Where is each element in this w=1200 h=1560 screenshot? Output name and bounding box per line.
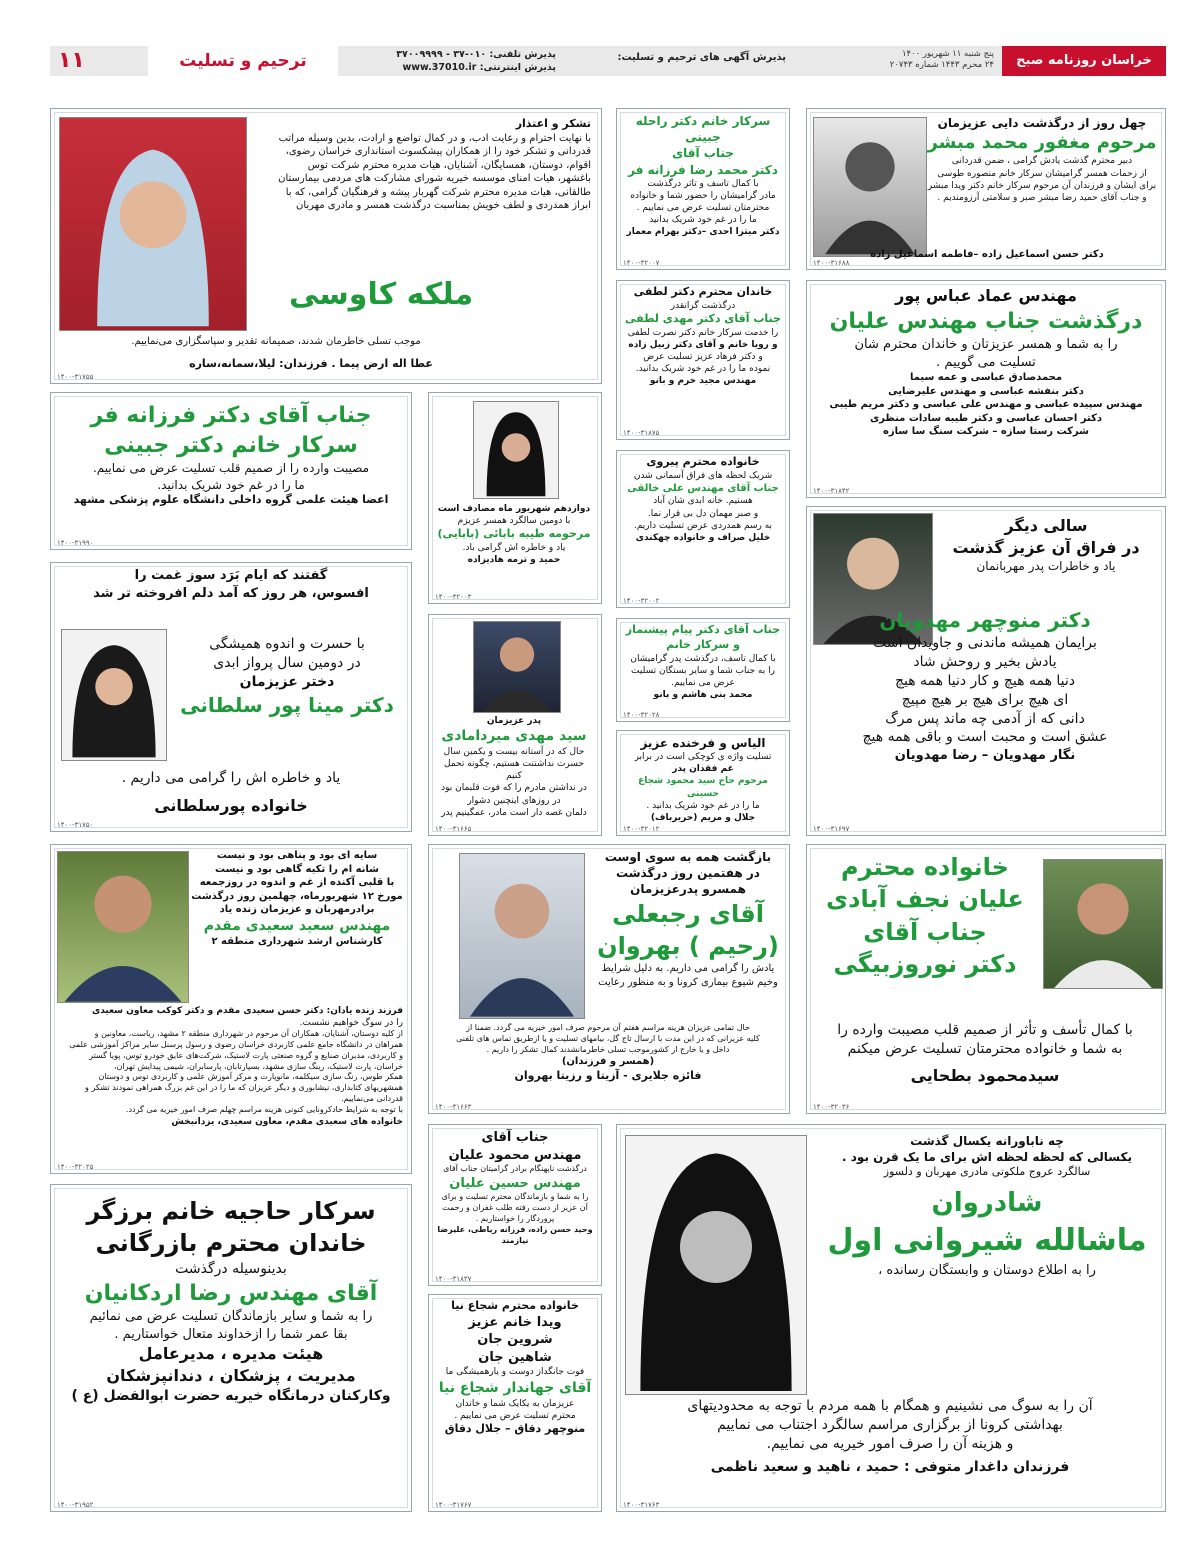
ad-headline: مهندس عماد عباس پور	[895, 286, 1077, 305]
portrait-photo	[473, 401, 559, 499]
signature: مهندس مجید خرم و بانو	[649, 376, 757, 387]
section-title: ترحیم و تسلیت	[148, 46, 338, 76]
ad-headline: جناب آقای	[481, 1130, 549, 1145]
body-line: به شما و خانواده محترمتان تسلیت عرض میکنم	[847, 1040, 1123, 1057]
deceased-name: مرحومه طیبه بابائی (بابایی)	[437, 527, 591, 541]
body-line: به رسم همدردی عرض تسلیت داریم.	[633, 520, 773, 531]
ad-code: ۱۴۰۰-۳۲۰۰۳	[435, 593, 472, 601]
ad-code: ۱۴۰۰-۳۲۰۰۲	[623, 597, 660, 605]
deceased-name: جناب آقای دکتر مهدی لطفی	[625, 311, 781, 325]
portrait-photo	[57, 851, 189, 1003]
ad-headline: در هفتمین روز درگذشت	[616, 866, 760, 881]
body-line: با قلبی آکنده از غم و اندوه در روزجمعه	[199, 877, 395, 888]
ad-headline: سایه ای بود و پناهی بود و نیست	[216, 850, 378, 861]
ad-headline: دکتر محمد رضا فرزانه فر	[628, 162, 778, 177]
deceased-name: جناب آقای مهندس علی خالقی	[627, 482, 779, 494]
body-line: با کمال تاسف و تاثر درگذشت	[647, 178, 759, 189]
ad-headline: جناب آقای دکتر پیام پیشنماز	[625, 623, 781, 636]
ad-kavousi	[50, 108, 602, 384]
signature: مدیریت ، پزشکان ، دندانپزشکان	[106, 1366, 356, 1386]
ad-code: ۱۴۰۰-۳۲۰۳۶	[813, 1103, 850, 1111]
body-line: را به شما و همسر عزیزتان و خاندان محترم شان	[854, 337, 1118, 353]
ad-title: تشکر و اعتذار	[515, 117, 591, 130]
signature: سیدمحمود بطحایی	[910, 1065, 1060, 1085]
deceased-name: درگذشت جناب مهندس علیان	[829, 308, 1143, 334]
signature: منوچهر دقاق – جلال دقاق	[444, 1421, 586, 1435]
body-line: یاد و خاطرات پدر مهربانمان	[976, 559, 1116, 574]
ad-headline: یکسالی که لحظه لحظه اش برای ما یک قرن بود .	[842, 1150, 1132, 1165]
ad-abbaspour	[806, 280, 1166, 498]
body-line: را به شما و سایر بازماندگان تسلیت عرض می نمائیم	[89, 1309, 373, 1325]
body-line: و صبر مهمان دل بی قرار نما.	[647, 508, 759, 519]
ad-headline: الیاس و فرخنده عزیز	[640, 736, 766, 750]
ad-headline: بازگشت همه به سوی اوست	[604, 850, 772, 864]
body-line: یاد و خاطره اش گرامی باد.	[462, 543, 566, 554]
body-line: حسرت نداشتنت هستیم، چگونه تحمل کنیم	[444, 759, 584, 782]
ad-mirdamadi	[428, 614, 602, 836]
ad-code: ۱۴۰۰-۳۱۷۶۷	[435, 1501, 472, 1509]
body-line: ما را در غم خود شریک بدانید	[649, 215, 757, 226]
deceased-name: ملکه کاوسی	[288, 277, 474, 312]
ad-headline: چهل روز از درگذشت دایی عزیزمان	[937, 116, 1147, 130]
ad-farzanehfar-2	[50, 392, 412, 550]
web-line: پذیرش اینترنتی: www.37010.ir	[402, 61, 556, 73]
body-line: را خدمت سرکار خانم دکتر نصرت لطفی	[627, 327, 779, 338]
phone-line: پذیرش تلفنی: ۰۱۰-۳۷ - ۳۷۰۰۹۹۹۹	[396, 49, 556, 60]
ad-headline: گفتند که ایام بَرَد سوز غمت را	[134, 568, 328, 583]
ad-code: ۱۴۰۰-۳۱۸۷۵	[623, 429, 660, 437]
ad-code: ۱۴۰۰-۳۱۸۴۲	[813, 487, 850, 495]
ad-code: ۱۴۰۰-۳۱۶۸۸	[813, 259, 850, 267]
contact-info	[396, 49, 556, 75]
body-line: با کمال تأسف و تأثر از صمیم قلب مصیبت وارده را	[837, 1022, 1133, 1038]
ad-code: ۱۴۰۰-۳۱۷۵۰	[57, 821, 94, 829]
ad-shirvani	[616, 1124, 1166, 1512]
newspaper-brand: خراسان روزنامه صبح ایران	[1002, 46, 1166, 76]
deceased-name: دکتر منوچهر مهدویان	[879, 608, 1091, 632]
portrait-photo	[625, 1135, 807, 1395]
ad-headline: شانه ام را تکیه گاهی بود و نیست	[214, 863, 380, 875]
body-line: آن عزیز از دست رفته طلب غفران و رحمت	[442, 1203, 588, 1213]
signature: عطا اله ارض پیما . فرزندان: لیلا،سمانه،ساره	[189, 357, 433, 370]
signature: فرزندان داغدار متوفی : حمید ، ناهید و سعید ناظمی	[710, 1458, 1070, 1475]
body-line: و کاربردی، مدیران صنایع و گروه صنعتی پارت لاستیک، شرکت‌های عایق خودرو توس، پویا گستر	[89, 1050, 403, 1060]
deceased-name: آقای مهندس رضا اردکانیان	[84, 1280, 378, 1306]
body-line: با نهایت احترام و رعایت ادب، و در کمال تواضع و ارادت، بدین وسیله مراتب	[278, 132, 591, 144]
ad-norouzbeigi	[806, 844, 1166, 1114]
signature: خلیل صراف و خانواده چهکندی	[635, 532, 771, 543]
body-line: کارشناس ارشد شهرداری منطقه ۲	[211, 936, 383, 948]
body-line: و رویا خانم و آقای دکتر زبیل زاده	[628, 339, 778, 350]
ad-headline: سرکار خانم دکتر جبینی	[104, 432, 358, 458]
body-line: پروردگار را خواستاریم .	[475, 1214, 555, 1224]
body-line: دلمان غصه دار است مادر، عمگینیم پدر	[441, 807, 587, 818]
ad-pishnamaz	[616, 618, 790, 722]
portrait-photo	[813, 117, 927, 257]
body-line: داخل و یا خارج از کشورموجب تسلی خاطرمانشدند کمال تشکر را داریم .	[486, 1044, 730, 1054]
body-line: اقوام، دوستان، همسایگان، آشنایان، هیات مدیره محترم شرکت توس	[307, 159, 591, 171]
ad-code: ۱۴۰۰-۳۲۰۲۸	[623, 711, 660, 719]
body-line: هستیم. خانه ابدی شان آباد	[653, 496, 753, 507]
signature: هیئت مدیره ، مدیرعامل	[138, 1344, 324, 1364]
body-line: برای ایشان و فرزندان آن مرحوم سرکار خانم دکتر ویدا مبشر	[927, 180, 1157, 191]
ad-headline: جناب آقای	[863, 917, 987, 946]
ad-babaei	[428, 392, 602, 604]
ad-headline: شاهین جان	[478, 1349, 552, 1365]
ad-headline: افسوس، هر روز که آمد دلم افروخته تر شد	[93, 585, 369, 601]
body-line: شریک لحظه های فراق آسمانی شدن	[633, 470, 773, 481]
signature: اعضا هیئت علمی گروه داخلی دانشگاه علوم پزشکی مشهد	[73, 492, 389, 506]
body-line: در دومین سال پرواز ابدی	[213, 654, 361, 671]
poem-line: برایمان همیشه ماندنی و جاویدان است	[873, 635, 1097, 651]
ads-accept-label: پذیرش آگهی های ترحیم و تسلیت:	[617, 52, 786, 63]
body-line: مصیبت وارده را از صمیم قلب تسلیت عرض می نماییم.	[92, 461, 370, 476]
ad-code: ۱۴۰۰-۳۱۷۵۵	[57, 373, 94, 381]
signature: حمید و ترمه هادیزاده	[467, 555, 561, 566]
poem-line: ای هیچ برای هیچ بر هیچ مپیچ	[901, 691, 1069, 708]
body-line: محترمتان تسلیت عرض می نماییم .	[636, 203, 770, 214]
ad-code: ۱۴۰۰-۳۱۷۶۳	[623, 1501, 660, 1509]
ad-code: ۱۴۰۰-۳۱۶۶۳	[435, 1103, 472, 1111]
ad-code: ۱۴۰۰-۳۲۰۱۲	[623, 825, 660, 833]
body-line: درگذشت ناپهنگام برادر گرامیتان جناب آقای	[443, 1164, 587, 1174]
body-line: همشهریهای کتابداری، نیشابوری و دیگر عزیزان که ما را در این غم بزرگ همراهی نمودند تشکر و	[85, 1083, 403, 1093]
deceased-name: دکتر مینا پور سلطانی	[180, 692, 394, 717]
ad-headline: جناب آقای	[672, 146, 734, 161]
signature: دکتر حسن اسماعیل زاده –فاطمه اسماعیل زاده	[870, 248, 1104, 260]
body-line: طالقانی، هیات مدیره محترم شرکت گهربار پیشه و فرهنگیان گرامی، که با	[285, 186, 591, 198]
ad-code: ۱۴۰۰-۳۱۶۶۵	[435, 825, 472, 833]
ad-shojania	[428, 1294, 602, 1512]
body-line: را در سوگ خواهیم نشست.	[299, 1018, 403, 1029]
deceased-name: مهندس حسین علیان	[449, 1175, 581, 1191]
page-header	[50, 46, 1166, 98]
portrait-photo	[59, 117, 247, 331]
body-line: همکر طوس، رنگ سازی سیکلمه، مانوپارت و مرکز آموزش علمی و کاربردی توس و دوستان	[98, 1072, 403, 1082]
body-line: و هزینه آن را صرف امور خیریه می نماییم.	[766, 1435, 1014, 1452]
body-line: و دکتر فرهاد عزیز تسلیت عرض	[643, 352, 763, 363]
ad-mobasher	[806, 108, 1166, 270]
ad-poursoltani	[50, 562, 412, 832]
body-line: همراهان در دانشگاه جامع علمی کاربردی خراسان رضوی و رسول پرسنل سایر مراکز آموزشی علمی	[69, 1040, 403, 1050]
ad-saeedi-moghadam	[50, 844, 412, 1174]
ad-headline: و سرکار خانم	[666, 637, 740, 651]
ad-behravan	[428, 844, 790, 1114]
deceased-name: سید مهدی میردامادی	[441, 728, 587, 745]
signature: مهندس سپیده عباسی و مهندس علی عباسی و دکتر مریم طیبی	[829, 399, 1143, 411]
ad-lotfi	[616, 280, 790, 440]
body-line: غم فقدان پدر	[672, 764, 734, 775]
ad-farzanehfar-1	[616, 108, 790, 270]
body-line: را به شما و بازماندگان محترم تسلیت و برای	[441, 1192, 589, 1202]
issue-date	[890, 49, 994, 72]
ad-headline: ویدا خانم عزیز	[468, 1314, 562, 1330]
ad-headline: شروین جان	[477, 1332, 553, 1348]
body-line: یاد و خاطره اش را گرامی می داریم .	[121, 770, 341, 786]
poem-line: یادش بخیر و روحش شاد	[913, 653, 1057, 670]
ad-headline: همسرو پدرعزیزمان	[630, 882, 746, 897]
ad-headline: در فراق آن عزیز گذشت	[952, 537, 1140, 557]
signature: جلال و مریم (حریرباف)	[650, 812, 756, 823]
signature: وحید حسن زاده، فرزانه ریاطی، علیرضا نیازمند	[437, 1224, 593, 1245]
ad-code: ۱۴۰۰-۳۱۹۵۲	[57, 1501, 94, 1509]
body-line: را به اطلاع دوستان و وابستگان رسانده ،	[878, 1262, 1096, 1278]
signature: شرکت رستا سازه – شرکت سنگ سا سازه	[883, 426, 1089, 438]
body-line: ما را در غم خود شریک بدانید .	[646, 800, 760, 811]
signature: دکتر بنفشه عباسی و مهندس علیرضایی	[888, 385, 1084, 397]
body-line: را به جناب شما و سایر بستگان تسلیت عرض می نماییم.	[631, 665, 775, 688]
signature: محمدصادق عباسی و عمه سیما	[909, 372, 1063, 384]
signature: محمد بنی هاشم و بانو	[653, 690, 753, 701]
body-line: خراسان، پارت لاستیک، رینگ سازی مشهد، بسپارتابان، پارسابران، شیمی پیدایش تهران،	[113, 1061, 403, 1071]
deceased-name: (رحیم ) بهروان	[597, 931, 779, 960]
portrait-photo	[459, 853, 585, 1019]
body-line: دختر عزیزمان	[239, 673, 335, 690]
body-line: وخیم شیوع بیماری کرونا و به منظور رعایت	[598, 976, 778, 988]
portrait-photo	[61, 629, 167, 761]
ad-headline: شادروان	[931, 1188, 1043, 1219]
body-line: در روزهای اینچنین دشوار	[467, 795, 561, 806]
ad-mahdavian	[806, 506, 1166, 836]
body-line: دوازدهم شهریور ماه مصادف است	[437, 504, 591, 514]
body-line: تسلیت واژه ی کوچکی است در برابر	[634, 752, 772, 763]
ad-headline: مهندس محمود علیان	[448, 1147, 582, 1163]
body-line: با توجه به شرایط حادکرونایی کنونی هزینه مراسم چهلم صرف امور خیریه می گردد.	[125, 1104, 403, 1114]
body-line: قدردانی و تشکر خود را از همکاران پیشکسوت استانداری خراسان رضوی،	[285, 146, 591, 158]
ad-peyrovi	[616, 450, 790, 608]
body-line: حال که در آستانه بیست و یکمین سال	[443, 747, 585, 758]
deceased-name: آقای جهاندار شجاع نیا	[438, 1379, 592, 1396]
body-line: و جناب آقای حمید رضا مبشر صبر و سلامتی آرزومندیم .	[937, 192, 1147, 203]
body-line: در نداشتن مادرم را که فوت قلبمان بود	[441, 783, 587, 794]
deceased-name: مرحوم مغفور محمد مبشر	[927, 132, 1157, 154]
body-line: حال تمامی عزیزان هزینه مراسم هفتم آن مرحوم صرف امور خیریه می گردد. ضمنا از	[466, 1023, 750, 1032]
ad-headline: خاندان محترم بازرگانی	[95, 1229, 367, 1258]
ad-code: ۱۴۰۰-۳۲۰۰۷	[623, 259, 660, 267]
body-line: آن را به سوگ می نشینیم و همگام با همه مردم با توجه به محدودیتهای	[687, 1398, 1093, 1414]
body-line: با حسرت و اندوه همیشگی	[209, 636, 365, 652]
poem-line: دانی که از آدمی چه ماند پس مرگ	[885, 710, 1085, 727]
body-line: فوت جانگداز دوست و یارهمیشگی ما	[445, 1367, 585, 1378]
signature: دکتر میترا احدی –دکتر بهرام معمار	[626, 227, 780, 238]
signature: وکارکنان درمانگاه خیریه حضرت ابوالفضل (ع )	[71, 1387, 391, 1404]
body-line: ابراز همدردی و لطف خویش بمناسبت درگذشت همسر و مادری مهربان	[295, 200, 591, 212]
deceased-name: دکتر نوروزبیگی	[833, 950, 1017, 979]
body-line: بدینوسیله درگذشت	[175, 1260, 287, 1277]
signature: نگار مهدویان – رضا مهدویان	[894, 748, 1076, 764]
deceased-name: مرحوم حاج سید محمود شجاع حسینی	[638, 776, 768, 799]
ad-headline: سرکار خانم دکتر راحله جبینی	[635, 114, 771, 145]
ad-headline: علیان نجف آبادی	[826, 885, 1024, 914]
signature: دکتر احسان عباسی و دکتر طیبه سادات منظری	[869, 412, 1103, 424]
ad-shoja-hosseini	[616, 730, 790, 836]
ad-headline: خانواده محترم	[841, 853, 1009, 881]
body-line: تسلیت می گوییم .	[936, 354, 1036, 370]
body-line: درگذشت گرانقدر	[670, 300, 736, 311]
deceased-name: آقای رجبعلی	[612, 899, 764, 928]
caption: پدر عزیزمان	[486, 716, 542, 726]
body-line: ما را در غم خود شریک بدانید.	[157, 477, 305, 492]
ad-headline: خانواده محترم پیروی	[646, 455, 760, 468]
date-line-2: ۲۴ محرم ۱۴۴۳ شماره ۲۰۷۴۳	[889, 60, 994, 71]
ad-ardakanian	[50, 1184, 412, 1512]
ad-headline: سالی دیگر	[1004, 516, 1088, 535]
body-line: دبیر محترم گذشت یادش گرامی ، ضمن قدردانی	[951, 156, 1133, 167]
body-line: عزیزمان به یکایک شما و خاندان	[455, 1398, 575, 1409]
body-line: یادش را گرامی می داریم. به دلیل شرایط	[601, 963, 775, 975]
date-line-1: پنج شنبه ۱۱ شهریور ۱۴۰۰	[901, 49, 994, 59]
body-line: بقا عمر شما را ازخداوند متعال خواستاریم .	[114, 1326, 348, 1342]
body-line: سالگرد عروج ملکوتی مادری مهربان و دلسوز	[883, 1165, 1091, 1179]
body-line: با کمال تاسف، درگذشت پدر گرامیشان	[630, 653, 776, 664]
body-line: مورخ ۱۲ شهریورماه، چهلمین روز درگذشت	[191, 890, 403, 902]
body-line: برادرمهربان و عزیزمان زنده یاد	[219, 904, 375, 915]
body-line: از زحمات همسر گرامیشان سرکار خانم منصوره طوسی	[937, 168, 1147, 179]
poem-line: دنیا همه هیچ و کار دنیا همه هیچ	[894, 672, 1076, 689]
ad-headline: خاندان محترم دکتر لطفی	[633, 285, 773, 298]
ad-code: ۱۴۰۰-۳۲۰۲۵	[57, 1163, 94, 1171]
body-line: کلیه عزیزانی که در این مدت با ارسال تاج گل، بیامهای تسلیت و یا ازطریق تماس های تلفنی	[456, 1033, 760, 1043]
deceased-name: مهندس سعید سعیدی مقدم	[203, 917, 391, 934]
signature: فائزه جلایری - آزیتا و رزیتا بهروان	[514, 1068, 702, 1082]
signature: خانواده های سعیدی مقدم، معاون سعیدی، یزدانبخش	[171, 1116, 403, 1127]
deceased-name: ماشالله شیروانی اول	[827, 1223, 1147, 1259]
body-line: محترم تسلیت عرض می نماییم .	[454, 1410, 576, 1421]
body-line: قدردانی می‌نماییم.	[341, 1094, 403, 1104]
portrait-photo	[473, 621, 561, 713]
body-line: مادر گرامیشان را حضور شما و خانواده	[630, 190, 776, 201]
ad-code: ۱۴۰۰-۳۱۹۹۰	[57, 539, 94, 547]
body-line: بهداشتی کرونا از برگزاری مراسم سالگرد اجتناب می نماییم	[717, 1416, 1063, 1433]
ad-headline: چه ناباورانه یکسال گذشت	[910, 1134, 1064, 1148]
page-number: ۱۱	[58, 48, 85, 73]
ad-headline: خانواده محترم شجاع نیا	[451, 1299, 579, 1312]
ad-code: ۱۴۰۰-۳۱۸۳۷	[435, 1275, 472, 1283]
ad-headline: سرکار حاجیه خانم برزگر	[86, 1197, 376, 1225]
body-line: باغشهر، هیات امنای موسسه خیریه شورای مشارکت های مردمی بیمارستان	[278, 173, 591, 185]
body-line: (همسر و فرزندان)	[561, 1056, 655, 1068]
signature: خانواده پورسلطانی	[154, 796, 308, 815]
body-line: فرزند زنده یادان: دکتر حسن سعیدی مقدم و دکتر کوکب معاون سعیدی	[91, 1006, 403, 1016]
poem-line: عشق است و محبت است و باقی همه هیچ	[862, 729, 1108, 746]
ad-code: ۱۴۰۰-۳۱۶۹۷	[813, 825, 850, 833]
body-line: موجب تسلی خاطرمان شدند، صمیمانه تقدیر و سپاسگزاری می‌نماییم.	[131, 336, 421, 347]
ad-alian	[428, 1124, 602, 1286]
portrait-photo	[1043, 859, 1163, 989]
ad-headline: جناب آقای دکتر فرزانه فر	[90, 403, 372, 428]
body-line: از کلیه دوستان، آشنایان، همکاران آن مرحوم در شهرداری منطقه ۲ مشهد، ریاست، معاونین و	[94, 1029, 403, 1039]
body-line: نموده ما را در غم خود شریک بدانید.	[635, 364, 771, 375]
body-line: با دومین سالگرد همسر عزیزم	[457, 516, 571, 527]
